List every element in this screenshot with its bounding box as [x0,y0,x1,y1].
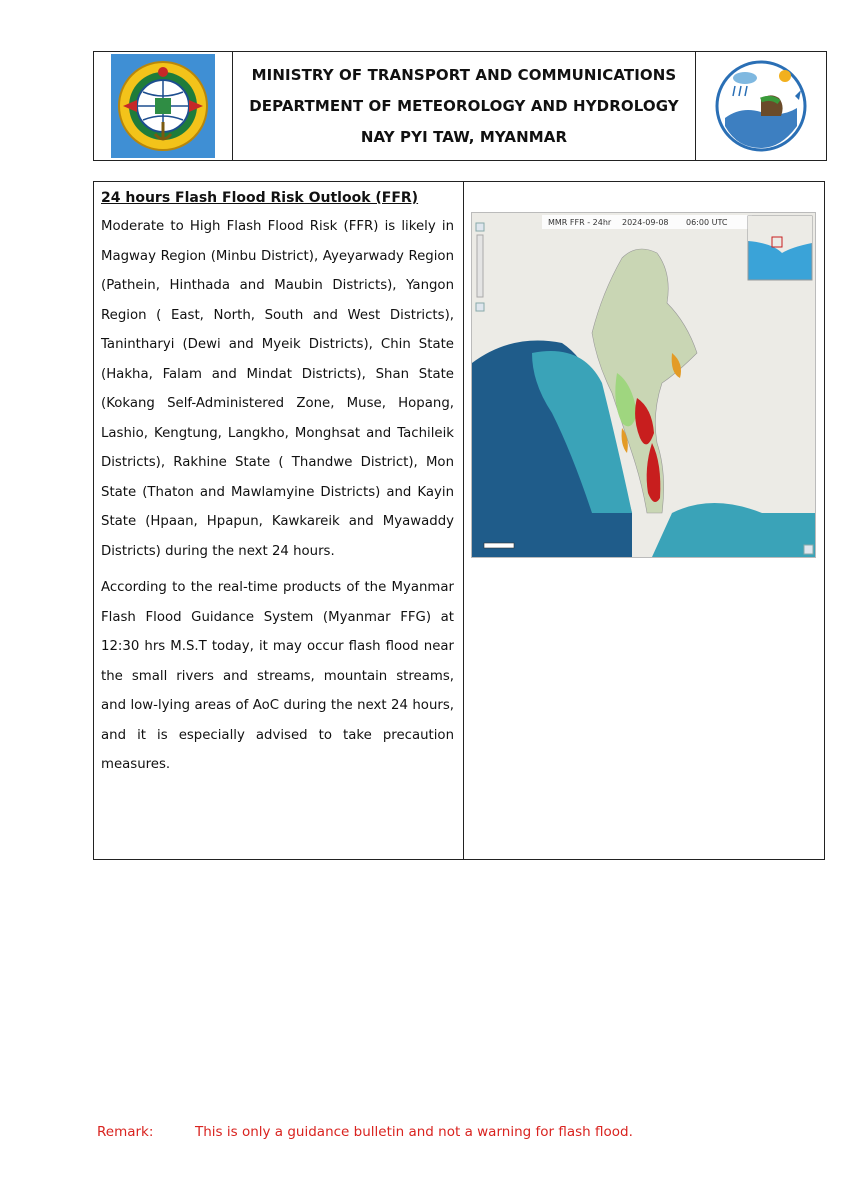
map-zoom-slider[interactable] [477,235,483,297]
outlook-table [93,181,825,860]
ministry-logo-cell [94,52,233,160]
remark-label: Remark: [97,1124,154,1140]
outlook-heading: 24 hours Flash Flood Risk Outlook (FFR) [101,190,419,206]
department-logo-cell [695,52,826,160]
map-zoom-out-button[interactable] [476,303,484,311]
remark-line [97,1124,633,1140]
ministry-emblem-icon [111,54,215,158]
flash-flood-risk-map [471,212,816,558]
map-date-label: 2024-09-08 [622,218,669,227]
hydrologic-cycle-emblem-icon [711,56,811,156]
outlook-paragraph-advisory: According to the real-time products of the Myanmar Flash Flood Guidance System (Myanmar FFG) at 12:30 hrs M.S.T today, it may occur flash flood near the small rivers and streams, mountain streams, and low-lying areas of AoC during the next 24 hours, and it is especially advised to take precaution measures. [101,580,454,772]
ministry-name: MINISTRY OF TRANSPORT AND COMMUNICATIONS [251,65,677,84]
map-info-button[interactable] [804,545,813,554]
map-zoom-in-button[interactable] [476,223,484,231]
outlook-text-column [94,182,464,859]
map-time-label: 06:00 UTC [686,218,728,227]
location-name: NAY PYI TAW, MYANMAR [360,127,568,146]
remark-text: This is only a guidance bulletin and not a warning for flash flood. [195,1124,633,1140]
ffr-map-image [472,213,815,557]
department-name: DEPARTMENT OF METEOROLOGY AND HYDROLOGY [249,96,679,115]
map-scale-bar [484,543,514,548]
outlook-paragraph-risk-areas: Moderate to High Flash Flood Risk (FFR) is likely in Magway Region (Minbu District), Ayeyarwady Region (Pathein, Hinthada and Maubin Districts), Yangon Region ( East, North, South and West Districts), Tanintharyi (Dewi and Myeik Districts), Chin State (Hakha, Falam and Mindat Districts), Shan State (Kokang Self-Administered Zone, Muse, Hopang, Lashio, Kengtung, Langkho, Monghsat and Tachileik Districts), Rakhine State ( Thandwe District), Mon State (Thaton and Mawlamyine Districts) and Kayin State (Hpaan, Hpapun, Kawkareik and Myawaddy Districts) during the next 24 hours. [101,219,454,559]
letterhead [93,51,827,161]
map-column [464,182,824,859]
letterhead-title [233,52,695,160]
map-product-label: MMR FFR - 24hr [548,218,612,227]
